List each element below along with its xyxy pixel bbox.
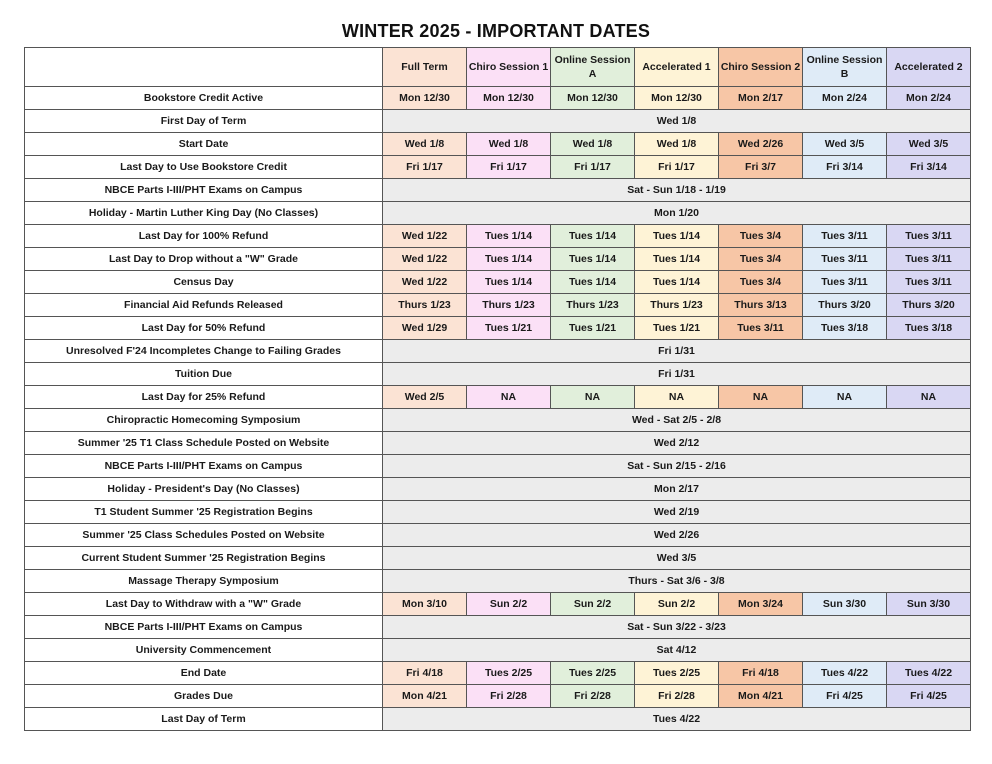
date-cell: Tues 1/14 (467, 225, 551, 248)
table-row (25, 639, 971, 662)
date-cell: Wed 1/8 (467, 133, 551, 156)
merged-date-cell: Thurs - Sat 3/6 - 3/8 (383, 570, 971, 593)
header-online-session-b: Online Session B (803, 48, 887, 87)
date-cell: Mon 12/30 (467, 87, 551, 110)
date-cell: Tues 2/25 (635, 662, 719, 685)
date-cell: Sun 2/2 (551, 593, 635, 616)
table-row (25, 685, 971, 708)
row-label: Census Day (25, 271, 383, 294)
table-row (25, 409, 971, 432)
row-label: End Date (25, 662, 383, 685)
date-cell: Mon 2/24 (803, 87, 887, 110)
date-cell: Sun 3/30 (803, 593, 887, 616)
table-row (25, 110, 971, 133)
date-cell: Mon 2/24 (887, 87, 971, 110)
header-row (25, 48, 971, 87)
date-cell: Tues 3/11 (887, 248, 971, 271)
table-row (25, 133, 971, 156)
row-label: Last Day to Drop without a "W" Grade (25, 248, 383, 271)
date-cell: Mon 3/24 (719, 593, 803, 616)
date-cell: NA (719, 386, 803, 409)
table-row (25, 708, 971, 731)
date-cell: NA (803, 386, 887, 409)
merged-date-cell: Mon 2/17 (383, 478, 971, 501)
date-cell: Mon 12/30 (635, 87, 719, 110)
date-cell: Fri 4/25 (803, 685, 887, 708)
date-cell: Wed 3/5 (887, 133, 971, 156)
date-cell: Tues 3/4 (719, 248, 803, 271)
merged-date-cell: Wed - Sat 2/5 - 2/8 (383, 409, 971, 432)
date-cell: NA (635, 386, 719, 409)
table-row (25, 248, 971, 271)
date-cell: Sun 2/2 (467, 593, 551, 616)
table-row (25, 570, 971, 593)
date-cell: Mon 4/21 (719, 685, 803, 708)
date-cell: Thurs 1/23 (551, 294, 635, 317)
row-label: Massage Therapy Symposium (25, 570, 383, 593)
date-cell: Tues 1/21 (551, 317, 635, 340)
merged-date-cell: Wed 2/12 (383, 432, 971, 455)
date-cell: Fri 3/14 (887, 156, 971, 179)
merged-date-cell: Sat 4/12 (383, 639, 971, 662)
merged-date-cell: Sat - Sun 1/18 - 1/19 (383, 179, 971, 202)
row-label: Current Student Summer '25 Registration Begins (25, 547, 383, 570)
date-cell: Thurs 3/20 (887, 294, 971, 317)
merged-date-cell: Wed 1/8 (383, 110, 971, 133)
table-row (25, 616, 971, 639)
table-row (25, 340, 971, 363)
date-cell: Fri 1/17 (635, 156, 719, 179)
date-cell: Thurs 3/20 (803, 294, 887, 317)
row-label: Chiropractic Homecoming Symposium (25, 409, 383, 432)
date-cell: Tues 3/18 (887, 317, 971, 340)
date-cell: Fri 2/28 (551, 685, 635, 708)
header-chiro-session-2: Chiro Session 2 (719, 48, 803, 87)
date-cell: Fri 3/7 (719, 156, 803, 179)
date-cell: Tues 4/22 (803, 662, 887, 685)
date-cell: Wed 1/29 (383, 317, 467, 340)
header-accelerated-1: Accelerated 1 (635, 48, 719, 87)
date-cell: Fri 1/17 (383, 156, 467, 179)
header-chiro-session-1: Chiro Session 1 (467, 48, 551, 87)
date-cell: Fri 4/25 (887, 685, 971, 708)
row-label: Start Date (25, 133, 383, 156)
date-cell: Tues 3/11 (887, 225, 971, 248)
date-cell: Tues 3/11 (803, 271, 887, 294)
header-full-term: Full Term (383, 48, 467, 87)
date-cell: Tues 1/21 (467, 317, 551, 340)
table-row (25, 524, 971, 547)
date-cell: Wed 1/8 (383, 133, 467, 156)
header-accelerated-2: Accelerated 2 (887, 48, 971, 87)
date-cell: Wed 2/26 (719, 133, 803, 156)
header-blank-cell (25, 48, 383, 87)
merged-date-cell: Tues 4/22 (383, 708, 971, 731)
row-label: Grades Due (25, 685, 383, 708)
table-row (25, 363, 971, 386)
date-cell: Tues 3/11 (803, 248, 887, 271)
table-row (25, 478, 971, 501)
date-cell: Tues 1/14 (635, 248, 719, 271)
merged-date-cell: Wed 2/26 (383, 524, 971, 547)
table-body (25, 87, 971, 731)
row-label: Financial Aid Refunds Released (25, 294, 383, 317)
row-label: Last Day for 50% Refund (25, 317, 383, 340)
date-cell: Thurs 3/13 (719, 294, 803, 317)
row-label: Last Day to Withdraw with a "W" Grade (25, 593, 383, 616)
date-cell: Sun 2/2 (635, 593, 719, 616)
table-row (25, 87, 971, 110)
row-label: NBCE Parts I-III/PHT Exams on Campus (25, 179, 383, 202)
row-label: NBCE Parts I-III/PHT Exams on Campus (25, 616, 383, 639)
date-cell: Wed 2/5 (383, 386, 467, 409)
table-row (25, 294, 971, 317)
date-cell: Fri 4/18 (719, 662, 803, 685)
merged-date-cell: Fri 1/31 (383, 363, 971, 386)
row-label: Summer '25 T1 Class Schedule Posted on Website (25, 432, 383, 455)
table-row (25, 501, 971, 524)
merged-date-cell: Sat - Sun 3/22 - 3/23 (383, 616, 971, 639)
row-label: Last Day for 100% Refund (25, 225, 383, 248)
date-cell: Wed 1/22 (383, 225, 467, 248)
date-cell: Wed 1/8 (551, 133, 635, 156)
date-cell: Mon 4/21 (383, 685, 467, 708)
date-cell: NA (887, 386, 971, 409)
merged-date-cell: Fri 1/31 (383, 340, 971, 363)
table-row (25, 593, 971, 616)
table-row (25, 156, 971, 179)
table-row (25, 225, 971, 248)
table-row (25, 662, 971, 685)
table-row (25, 179, 971, 202)
row-label: Holiday - President's Day (No Classes) (25, 478, 383, 501)
row-label: Holiday - Martin Luther King Day (No Classes) (25, 202, 383, 225)
table-row (25, 432, 971, 455)
table-row (25, 547, 971, 570)
row-label: Last Day to Use Bookstore Credit (25, 156, 383, 179)
date-cell: Mon 12/30 (383, 87, 467, 110)
row-label: Summer '25 Class Schedules Posted on Website (25, 524, 383, 547)
header-online-session-a: Online Session A (551, 48, 635, 87)
table-row (25, 202, 971, 225)
date-cell: Fri 1/17 (467, 156, 551, 179)
important-dates-table (24, 47, 971, 731)
row-label: Tuition Due (25, 363, 383, 386)
date-cell: Tues 3/18 (803, 317, 887, 340)
date-cell: Tues 1/14 (551, 271, 635, 294)
date-cell: Tues 3/11 (719, 317, 803, 340)
date-cell: Tues 3/11 (887, 271, 971, 294)
date-cell: Sun 3/30 (887, 593, 971, 616)
date-cell: Tues 3/4 (719, 271, 803, 294)
row-label: NBCE Parts I-III/PHT Exams on Campus (25, 455, 383, 478)
date-cell: Fri 4/18 (383, 662, 467, 685)
row-label: Last Day for 25% Refund (25, 386, 383, 409)
date-cell: NA (551, 386, 635, 409)
row-label: University Commencement (25, 639, 383, 662)
date-cell: Fri 2/28 (467, 685, 551, 708)
date-cell: Thurs 1/23 (383, 294, 467, 317)
date-cell: Tues 3/4 (719, 225, 803, 248)
table-row (25, 317, 971, 340)
date-cell: Thurs 1/23 (635, 294, 719, 317)
row-label: T1 Student Summer '25 Registration Begins (25, 501, 383, 524)
date-cell: Tues 4/22 (887, 662, 971, 685)
merged-date-cell: Sat - Sun 2/15 - 2/16 (383, 455, 971, 478)
date-cell: Tues 1/14 (467, 271, 551, 294)
merged-date-cell: Wed 3/5 (383, 547, 971, 570)
date-cell: Fri 3/14 (803, 156, 887, 179)
table-row (25, 386, 971, 409)
date-cell: Tues 2/25 (551, 662, 635, 685)
merged-date-cell: Wed 2/19 (383, 501, 971, 524)
date-cell: Wed 3/5 (803, 133, 887, 156)
date-cell: Tues 1/14 (635, 225, 719, 248)
date-cell: Mon 3/10 (383, 593, 467, 616)
date-cell: Fri 2/28 (635, 685, 719, 708)
page-title: WINTER 2025 - IMPORTANT DATES (341, 21, 651, 41)
date-cell: Tues 1/14 (635, 271, 719, 294)
date-cell: Wed 1/8 (635, 133, 719, 156)
table-row (25, 455, 971, 478)
row-label: First Day of Term (25, 110, 383, 133)
date-cell: Fri 1/17 (551, 156, 635, 179)
table-row (25, 271, 971, 294)
date-cell: Tues 1/21 (635, 317, 719, 340)
date-cell: Wed 1/22 (383, 271, 467, 294)
date-cell: Mon 12/30 (551, 87, 635, 110)
date-cell: Mon 2/17 (719, 87, 803, 110)
date-cell: Tues 3/11 (803, 225, 887, 248)
row-label: Last Day of Term (25, 708, 383, 731)
date-cell: Thurs 1/23 (467, 294, 551, 317)
row-label: Unresolved F'24 Incompletes Change to Failing Grades (25, 340, 383, 363)
date-cell: Tues 2/25 (467, 662, 551, 685)
row-label: Bookstore Credit Active (25, 87, 383, 110)
date-cell: Tues 1/14 (551, 225, 635, 248)
date-cell: Wed 1/22 (383, 248, 467, 271)
date-cell: Tues 1/14 (467, 248, 551, 271)
date-cell: Tues 1/14 (551, 248, 635, 271)
merged-date-cell: Mon 1/20 (383, 202, 971, 225)
date-cell: NA (467, 386, 551, 409)
